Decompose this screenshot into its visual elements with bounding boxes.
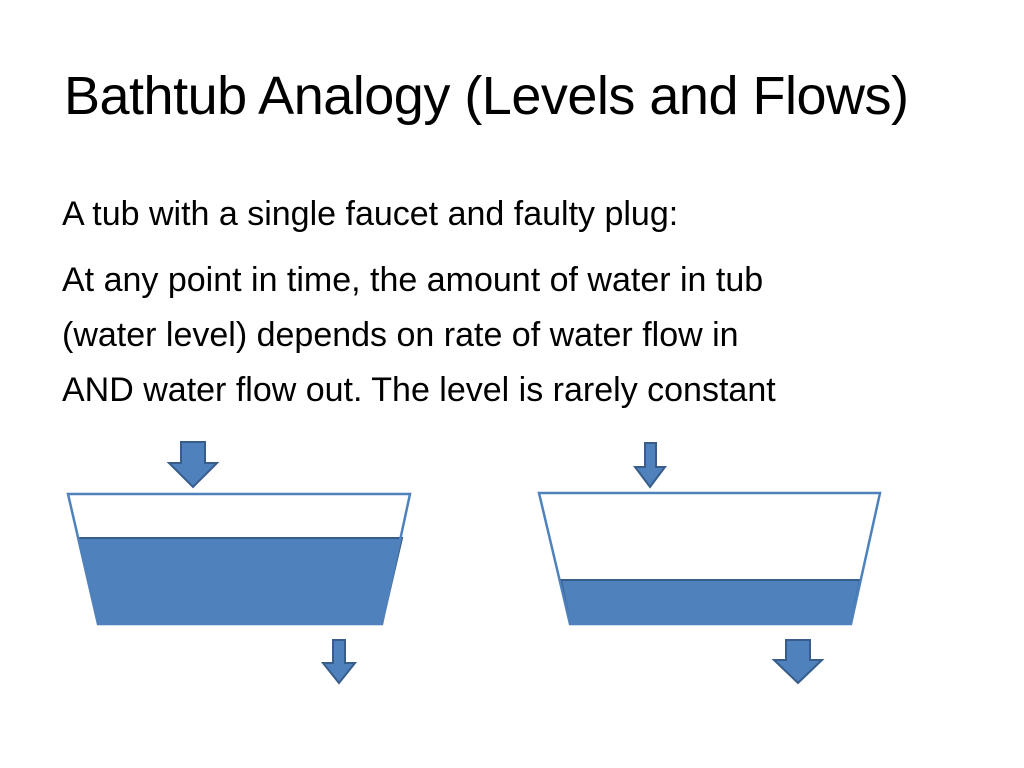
tub-right bbox=[539, 443, 880, 683]
tub-left-water bbox=[78, 538, 402, 624]
tub-left bbox=[68, 442, 410, 683]
tub-right-outflow-arrow-icon bbox=[774, 640, 822, 683]
body-paragraph-2-line-2: (water level) depends on rate of water flow in bbox=[62, 316, 739, 354]
tub-left-outflow-arrow-icon bbox=[323, 640, 355, 683]
body-paragraph-2-line-1: At any point in time, the amount of water in tub bbox=[62, 261, 764, 299]
body-paragraph-2-line-3: AND water flow out. The level is rarely constant bbox=[62, 371, 776, 409]
tub-right-water bbox=[561, 580, 860, 624]
slide-title: Bathtub Analogy (Levels and Flows) bbox=[64, 66, 909, 126]
body-paragraph-1: A tub with a single faucet and faulty plug: bbox=[62, 195, 679, 233]
tub-right-inflow-arrow-icon bbox=[635, 443, 665, 487]
tub-left-inflow-arrow-icon bbox=[169, 442, 217, 487]
